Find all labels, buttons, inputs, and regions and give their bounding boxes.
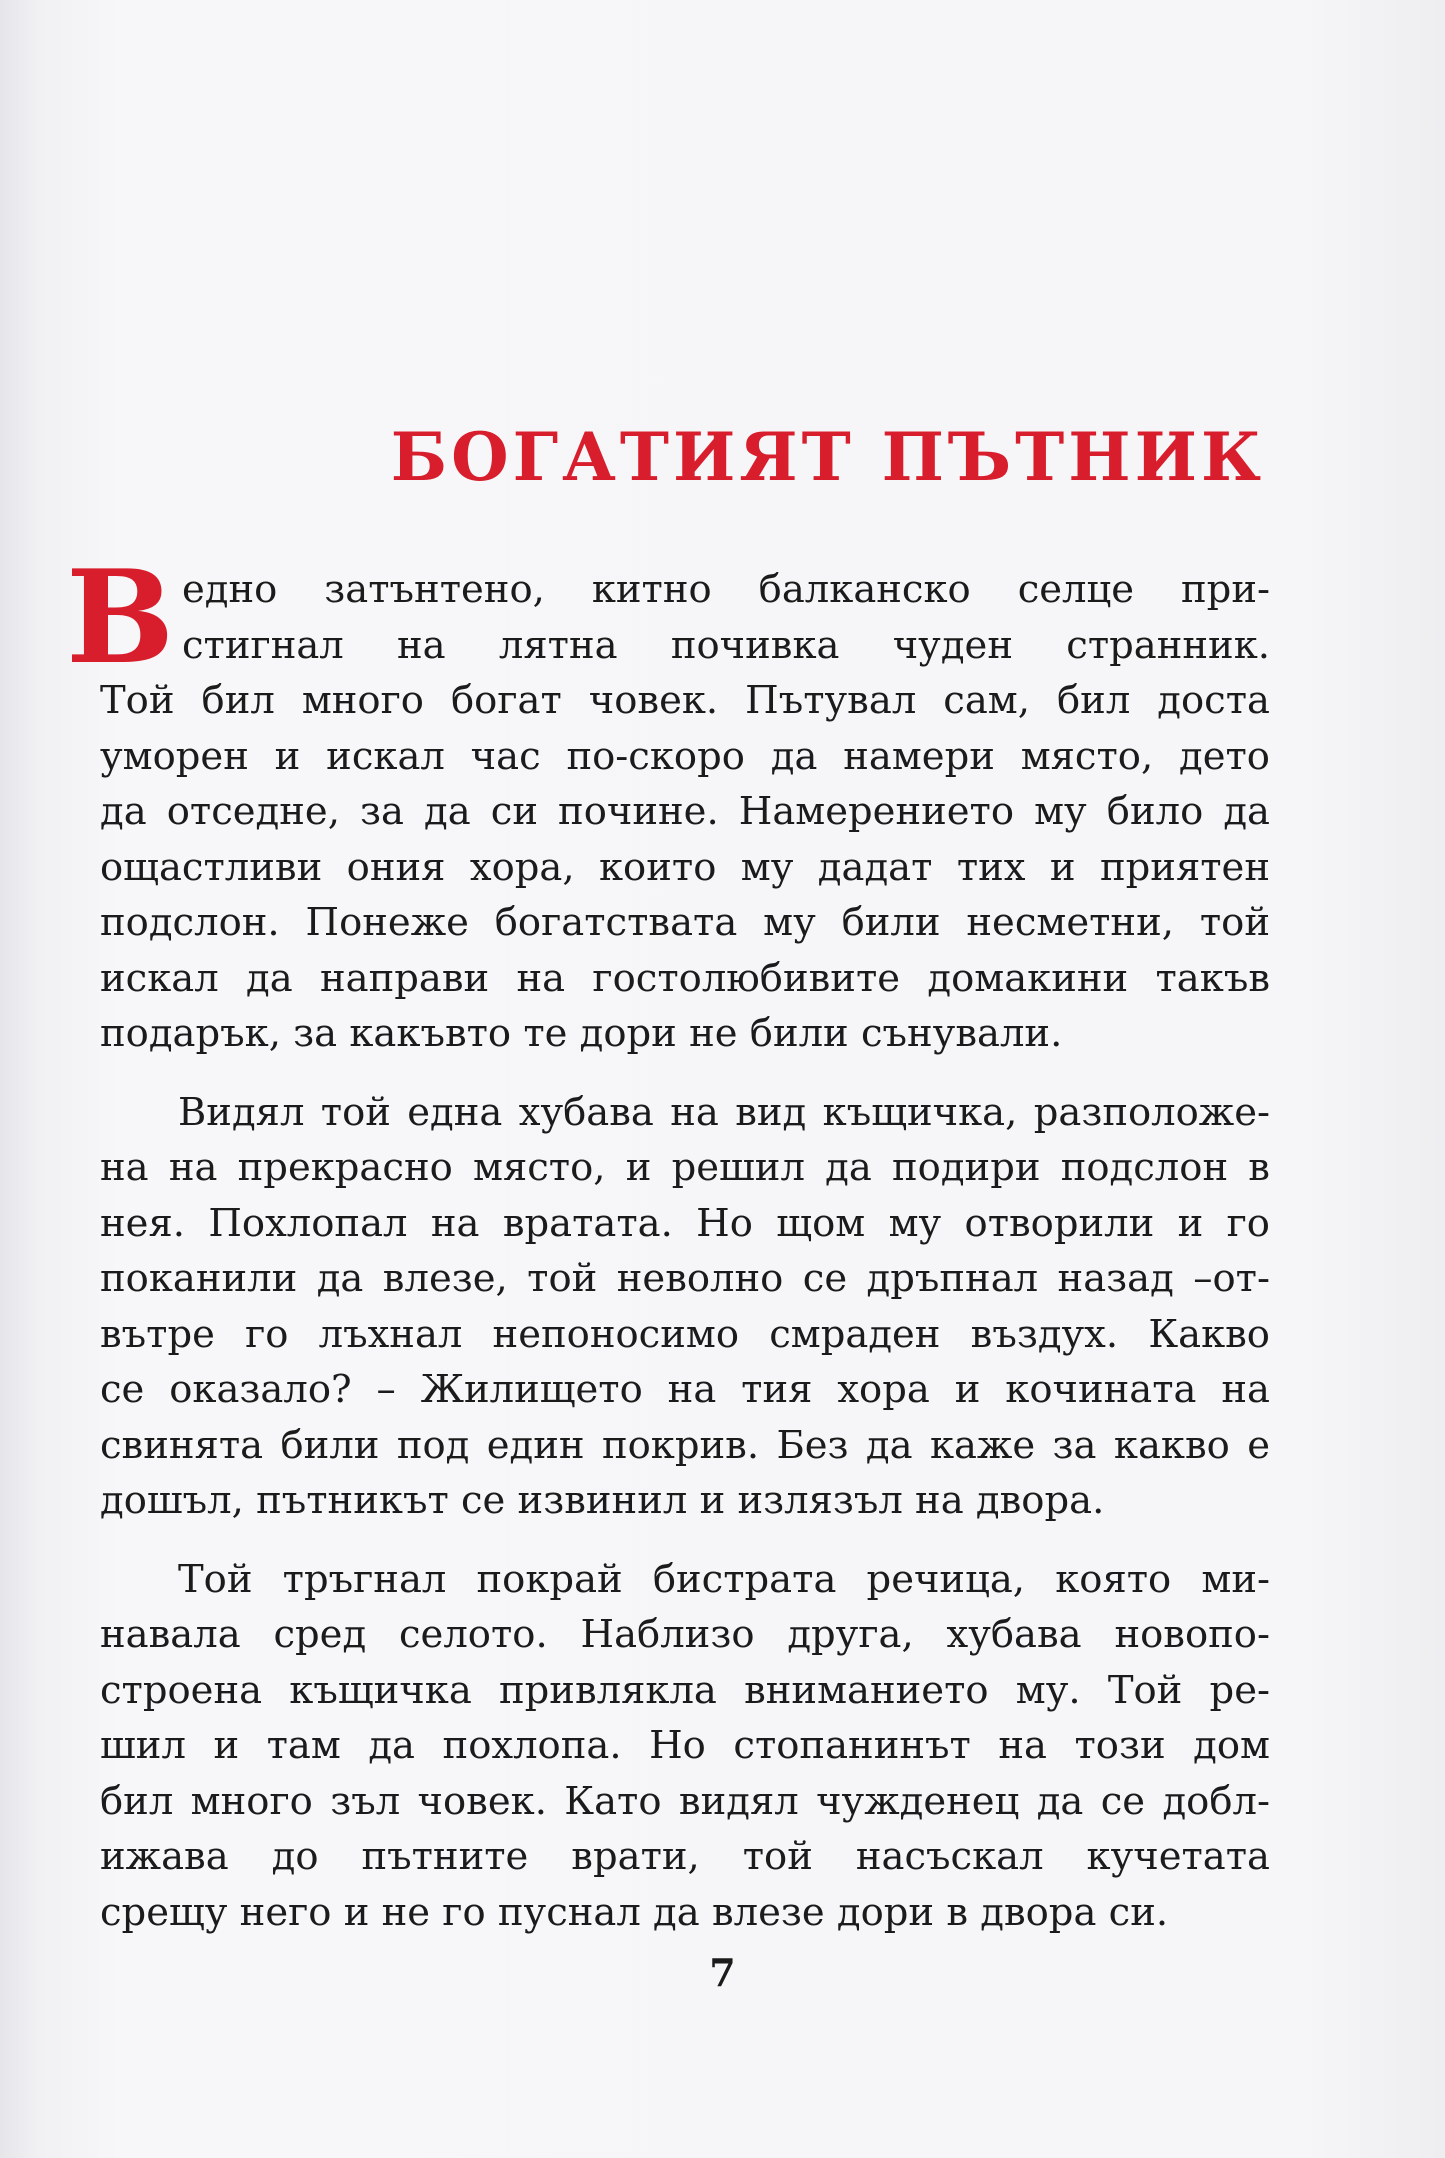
text-line: искал да направи на гостолюбивите домакини такъв xyxy=(100,955,1270,1001)
text-line: Той бил много богат човек. Пътувал сам, бил доста xyxy=(100,678,1270,723)
text-line: да отседне, за да си почине. Намерението му било да xyxy=(100,789,1270,834)
text-line: подарък, за какъвто те дори не били сънували. xyxy=(100,1011,1063,1056)
text-line: бил много зъл човек. Като видял чужденец да се добл- xyxy=(100,1778,1270,1824)
text-line: свинята били под един покрив. Без да каже за какво е xyxy=(100,1422,1270,1468)
text-line: уморен и искал час по-скоро да намери място, дето xyxy=(100,733,1270,779)
body-text xyxy=(100,562,1270,1940)
text-line: срещу него и не го пуснал да влезе дори в двора си. xyxy=(100,1889,1169,1935)
chapter-title: БОГАТИЯТ ПЪТНИК xyxy=(390,418,1265,496)
text-line: стигнал на лятна почивка чуден странник. xyxy=(182,622,1270,668)
text-line: едно затънтено, китно балканско селце при- xyxy=(182,567,1270,612)
text-line: ощастливи ония хора, които му дадат тих и приятен xyxy=(100,844,1270,890)
text-line: подслон. Понеже богатствата му били несметни, той xyxy=(100,900,1270,945)
page-number: 7 xyxy=(709,1950,736,1995)
text-line: на на прекрасно място, и решил да подири подслон в xyxy=(100,1145,1270,1190)
text-line: Видял той една хубава на вид къщичка, разположе- xyxy=(178,1089,1270,1135)
text-line: навала сред селото. Наблизо друга, хубава новопо- xyxy=(100,1612,1270,1657)
text-line: Той тръгнал покрай бистрата речица, която ми- xyxy=(178,1556,1270,1602)
text-line: строена къщичка привлякла вниманието му. Той ре- xyxy=(100,1667,1270,1713)
drop-cap: В xyxy=(66,543,175,693)
text-line: се оказало? – Жилището на тия хора и кочината на xyxy=(100,1367,1270,1412)
text-line: нея. Похлопал на вратата. Но щом му отворили и го xyxy=(100,1200,1270,1246)
text-line: дошъл, пътникът се извинил и излязъл на двора. xyxy=(100,1478,1105,1523)
text-line: шил и там да похлопа. Но стопанинът на този дом xyxy=(100,1723,1270,1768)
text-line: поканили да влезе, той неволно се дръпнал назад –от- xyxy=(100,1256,1270,1301)
text-line: вътре го лъхнал непоносимо смраден въздух. Какво xyxy=(100,1311,1270,1357)
text-line: ижава до пътните врати, той насъскал кучетата xyxy=(100,1834,1270,1879)
